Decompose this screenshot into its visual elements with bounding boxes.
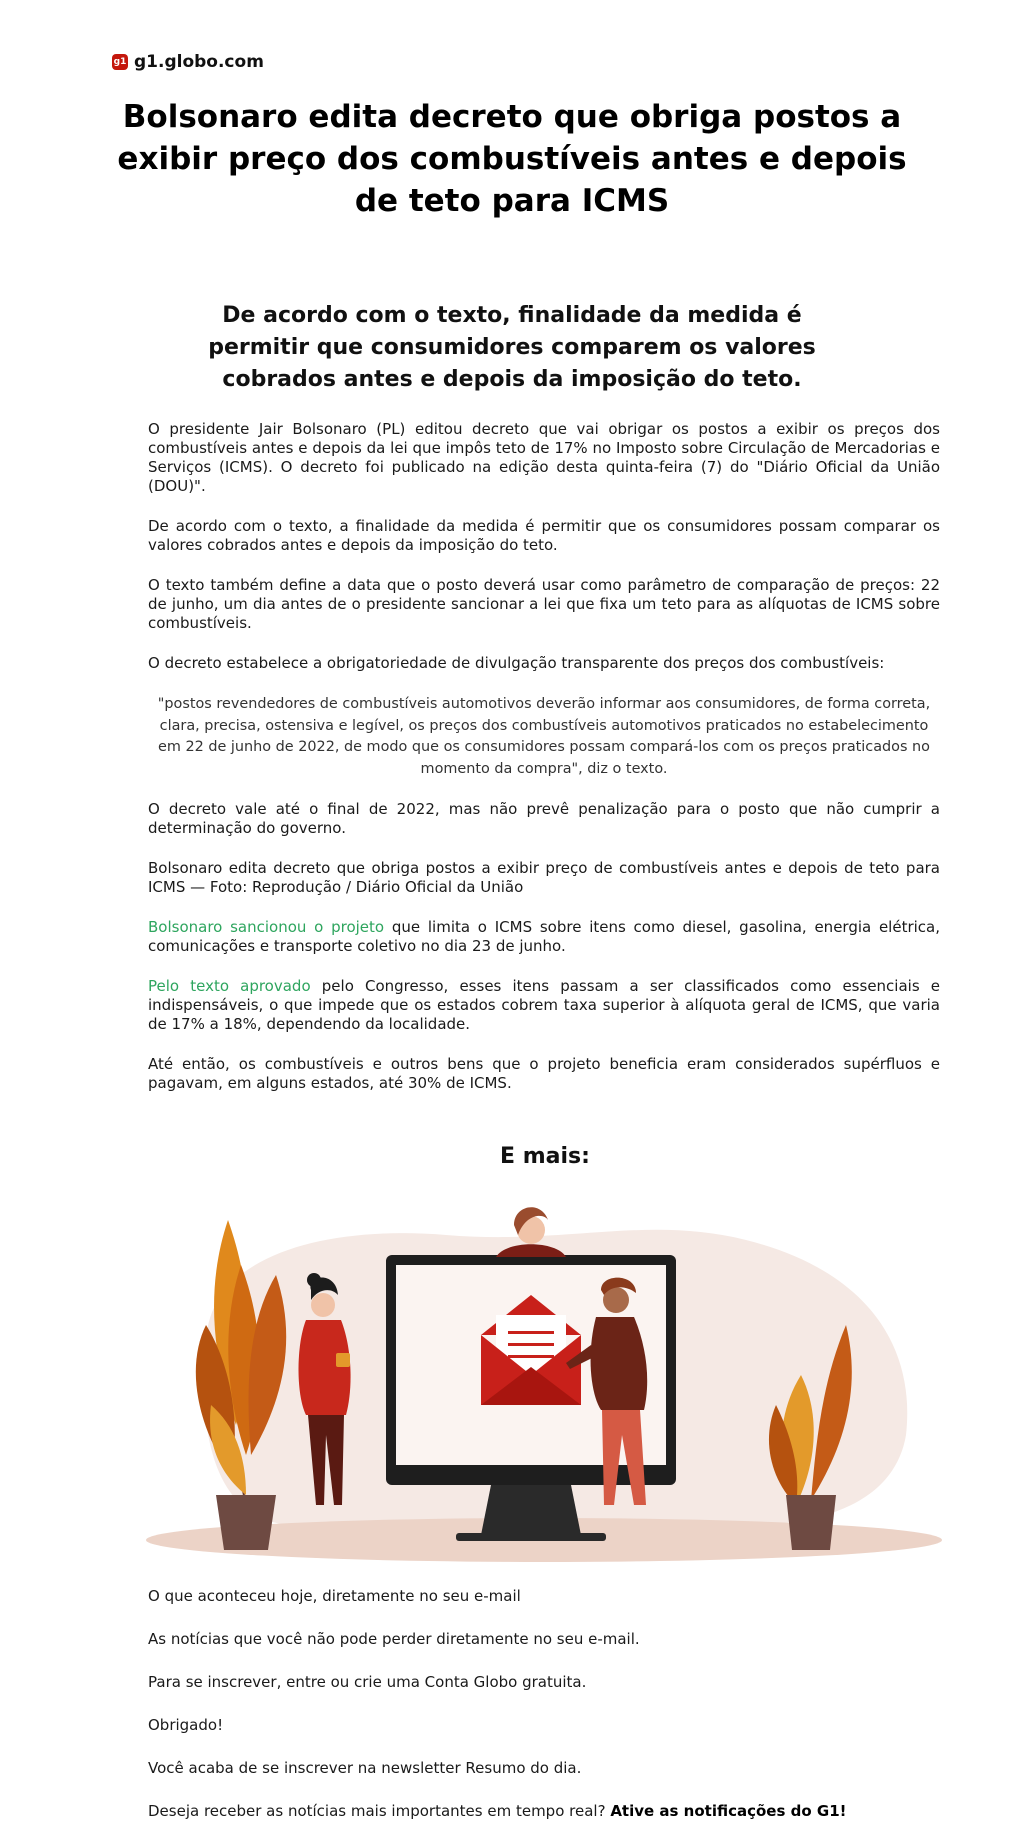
newsletter-box xyxy=(148,1586,940,1844)
more-section-title: E mais: xyxy=(500,1144,590,1169)
newsletter-email-illustration xyxy=(146,1195,942,1565)
link-texto-aprovado[interactable]: Pelo texto aprovado xyxy=(148,977,311,995)
paragraph: O decreto estabelece a obrigatoriedade de divulgação transparente dos preços dos combustíveis: xyxy=(148,654,885,672)
newsletter-signup-text[interactable]: Para se inscrever, entre ou crie uma Conta Globo gratuita. xyxy=(148,1673,587,1691)
article-body xyxy=(148,420,940,1114)
paragraph-text: pelo Congresso, esses itens passam a ser classificados como essenciais e indispensáveis, o que impede que os estados cobrem taxa superior à alíquota geral de ICMS, que varia de 17% a 18%, dependendo da localidade. xyxy=(148,977,941,1033)
site-header xyxy=(112,52,264,72)
article-headline: Bolsonaro edita decreto que obriga postos a exibir preço dos combustíveis antes e depois de teto para ICMS xyxy=(117,99,907,219)
paragraph: O decreto vale até o final de 2022, mas não prevê penalização para o posto que não cumprir a determinação do governo. xyxy=(148,800,940,837)
g1-logo-icon: g1 xyxy=(112,54,128,70)
photo-caption: Bolsonaro edita decreto que obriga postos a exibir preço de combustíveis antes e depois de teto para ICMS — Foto: Reprodução / Diário Oficial da União xyxy=(148,859,940,896)
paragraph xyxy=(148,977,940,1034)
person-top-icon xyxy=(496,1207,566,1257)
blockquote: "postos revendedores de combustíveis automotivos deverão informar aos consumidores, de forma correta, clara, precisa, ostensiva e legível, os preços dos combustíveis automotivos praticados no estabelecimento em 22 de junho de 2022, de modo que os consumidores possam compará-los com os preços praticados no momento da compra", diz o texto. xyxy=(157,696,931,777)
notifications-text: Deseja receber as notícias mais importantes em tempo real? xyxy=(148,1802,611,1820)
newsletter-thanks: Obrigado! xyxy=(148,1716,224,1734)
notifications-prompt xyxy=(148,1801,940,1844)
link-sancionou-projeto[interactable]: Bolsonaro sancionou o projeto xyxy=(148,918,385,936)
enable-notifications-link[interactable]: Ative as notificações do G1! xyxy=(610,1802,847,1820)
paragraph: Até então, os combustíveis e outros bens que o projeto beneficia eram considerados supérfluos e pagavam, em alguns estados, até 30% de ICMS. xyxy=(148,1055,940,1092)
newsletter-title: O que aconteceu hoje, diretamente no seu e-mail xyxy=(148,1587,521,1605)
paragraph: O texto também define a data que o posto deverá usar como parâmetro de comparação de preços: 22 de junho, um dia antes de o presidente sancionar a lei que fixa um teto para as alíquotas de ICMS sobre combustíveis. xyxy=(148,576,940,632)
paragraph-text: que limita o ICMS sobre itens como diesel, gasolina, energia elétrica, comunicações e transporte coletivo no dia 23 de junho. xyxy=(148,918,941,955)
paragraph: De acordo com o texto, a finalidade da medida é permitir que os consumidores possam comparar os valores cobrados antes e depois da imposição do teto. xyxy=(148,517,940,554)
newsletter-confirmation: Você acaba de se inscrever na newsletter Resumo do dia. xyxy=(148,1759,582,1777)
paragraph xyxy=(148,918,940,956)
article-subheadline: De acordo com o texto, finalidade da medida é permitir que consumidores comparem os valores cobrados antes e depois da imposição do teto. xyxy=(208,303,816,392)
newsletter-description: As notícias que você não pode perder diretamente no seu e-mail. xyxy=(148,1630,640,1648)
site-name[interactable]: g1.globo.com xyxy=(134,52,264,72)
paragraph: O presidente Jair Bolsonaro (PL) editou decreto que vai obrigar os postos a exibir os preços dos combustíveis antes e depois da lei que impôs teto de 17% no Imposto sobre Circulação de Mercadorias e Serviços (ICMS). O decreto foi publicado na edição desta quinta-feira (7) do "Diário Oficial da União (DOU)". xyxy=(148,420,940,495)
